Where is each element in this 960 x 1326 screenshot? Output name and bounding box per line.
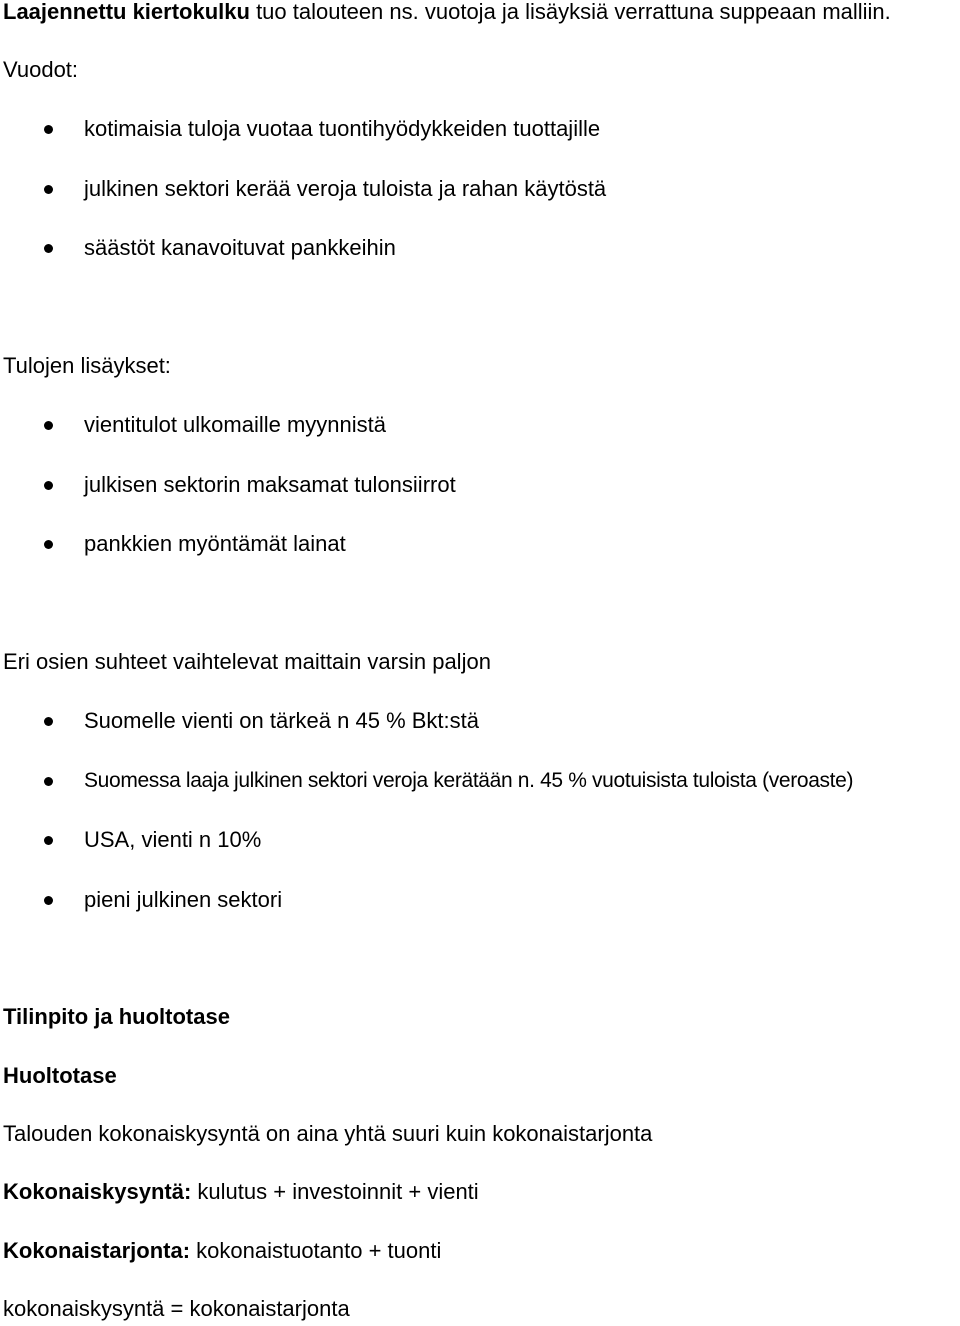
list-item-text: pankkien myöntämät lainat (84, 531, 346, 556)
list-item-text: USA, vienti n 10% (84, 827, 262, 852)
list-item-text: kotimaisia tuloja vuotaa tuontihyödykkeiden tuottajille (84, 116, 601, 141)
bullet-icon (44, 896, 53, 905)
list-item-text: pieni julkinen sektori (84, 887, 283, 912)
bullet-icon (44, 421, 53, 430)
intro-bold: Laajennettu kiertokulku (3, 0, 250, 24)
tilinpito-heading: Tilinpito ja huoltotase (3, 1004, 230, 1029)
list-item-text: julkinen sektori kerää veroja tuloista ja rahan käytöstä (84, 176, 607, 201)
intro-line (3, 0, 891, 27)
bullet-icon (44, 777, 53, 786)
intro-rest: tuo talouteen ns. vuotoja ja lisäyksiä verrattuna suppeaan malliin. (249, 0, 891, 24)
bullet-icon (44, 481, 53, 490)
osien-heading: Eri osien suhteet vaihtelevat maittain varsin paljon (3, 649, 491, 674)
list-item-text: Suomelle vienti on tärkeä n 45 % Bkt:stä (84, 708, 479, 733)
bullet-icon (44, 185, 53, 194)
kokonaistarjonta-value: kokonaistuotanto + tuonti (190, 1238, 442, 1263)
kokonaiskysynta-label: Kokonaiskysyntä: (3, 1179, 192, 1204)
equation-line: kokonaiskysyntä = kokonaistarjonta (3, 1296, 350, 1321)
list-item-text: julkisen sektorin maksamat tulonsiirrot (84, 472, 456, 497)
kokonaistarjonta-label: Kokonaistarjonta: (3, 1238, 191, 1263)
kokonaistarjonta-line (3, 1236, 441, 1266)
huoltotase-subheading: Huoltotase (3, 1063, 117, 1088)
vuodot-heading: Vuodot: (3, 57, 79, 82)
huoltotase-statement: Talouden kokonaiskysyntä on aina yhtä suuri kuin kokonaistarjonta (3, 1121, 653, 1146)
bullet-icon (44, 244, 53, 253)
bullet-icon (44, 125, 53, 134)
list-item-text: Suomessa laaja julkinen sektori veroja kerätään n. 45 % vuotuisista tuloista (veroaste) (84, 769, 854, 792)
bullet-icon (44, 717, 53, 726)
kokonaiskysynta-value: kulutus + investoinnit + vienti (191, 1179, 479, 1204)
list-item-text: vientitulot ulkomaille myynnistä (84, 412, 387, 437)
bullet-icon (44, 540, 53, 549)
lisaykset-heading: Tulojen lisäykset: (3, 353, 171, 378)
list-item-text: säästöt kanavoituvat pankkeihin (84, 235, 396, 260)
kokonaiskysynta-line (3, 1177, 479, 1207)
bullet-icon (44, 836, 53, 845)
